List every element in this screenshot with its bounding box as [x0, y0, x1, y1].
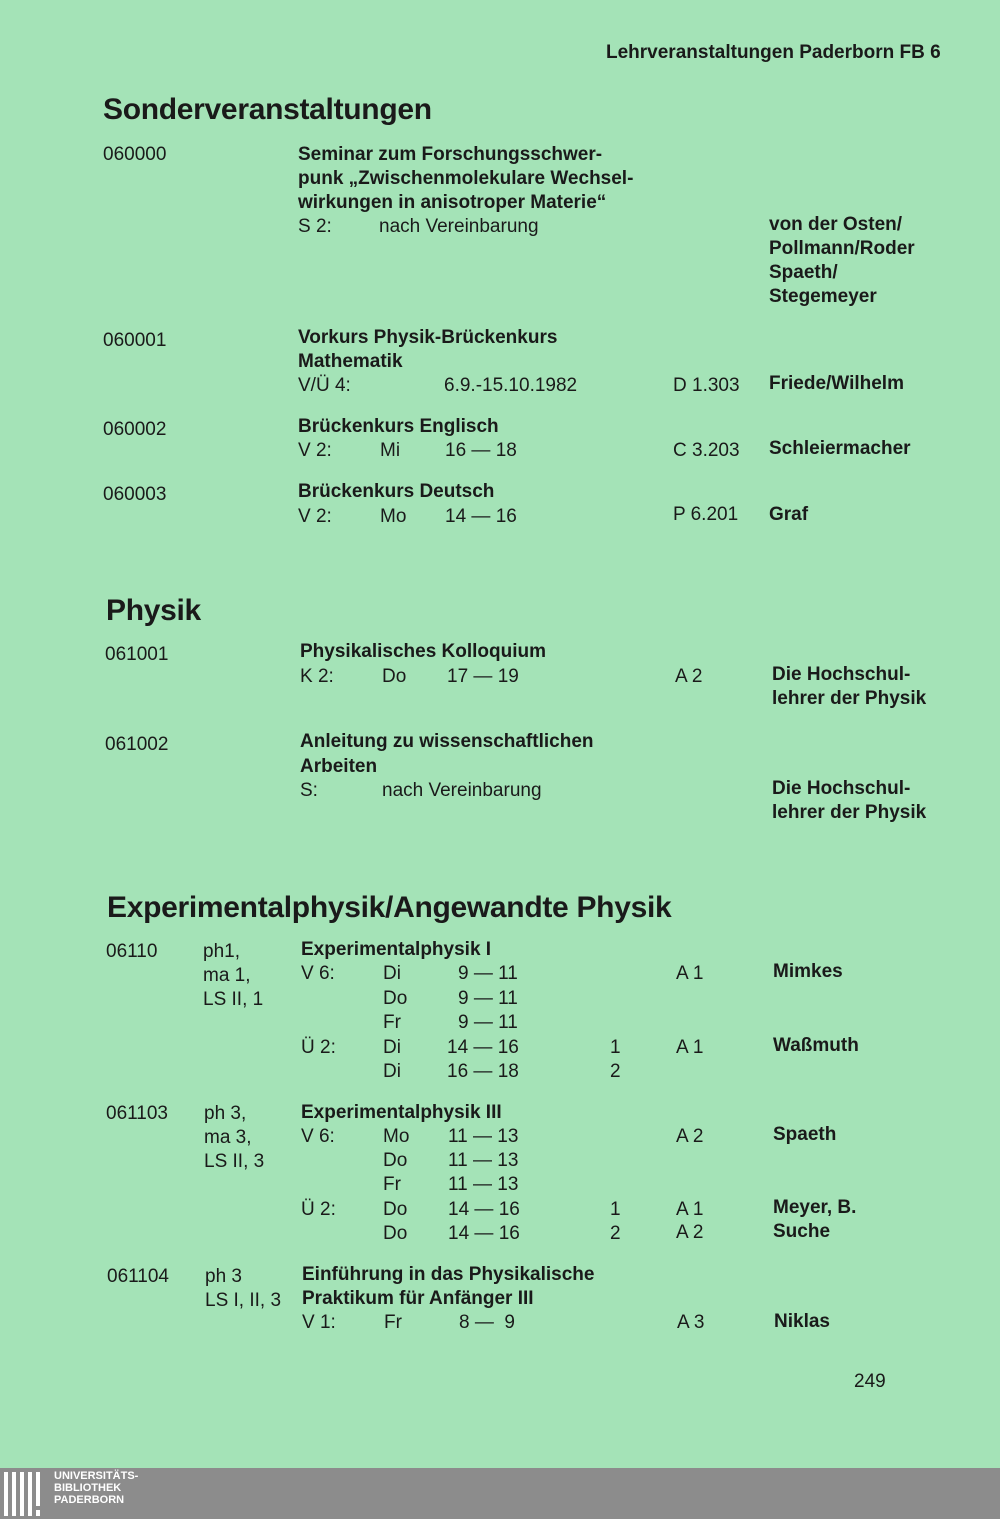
course-day: Do [383, 1150, 408, 1171]
course-group: 2 [610, 1223, 621, 1244]
library-footer-bar [0, 1468, 1000, 1519]
course-time: 9 — 11 [458, 988, 518, 1009]
course-lecturer: Friede/Wilhelm [769, 373, 904, 394]
course-lecturer: Niklas [774, 1311, 830, 1332]
course-day: Fr [383, 1174, 401, 1195]
course-lecturer: von der Osten/ [769, 214, 903, 235]
course-target: ph 3 [205, 1266, 242, 1287]
course-room: A 2 [676, 1222, 704, 1243]
course-group: 1 [610, 1037, 621, 1058]
course-time: 17 — 19 [447, 666, 519, 687]
course-room: A 3 [677, 1312, 705, 1333]
course-day: Do [383, 1223, 408, 1244]
course-time: 14 — 16 [445, 506, 517, 527]
course-title-line: Praktikum für Anfänger III [302, 1288, 534, 1309]
course-room: A 2 [676, 1126, 704, 1147]
course-day: Mi [380, 440, 401, 461]
course-room: D 1.303 [673, 375, 740, 396]
course-title-line: Vorkurs Physik-Brückenkurs [298, 327, 558, 348]
course-lecturer: Spaeth [773, 1124, 837, 1145]
library-logo-icon [4, 1472, 48, 1516]
course-room: C 3.203 [673, 440, 740, 461]
course-code: 061103 [106, 1103, 168, 1124]
course-title-line: Einführung in das Physikalische [302, 1264, 595, 1285]
course-day: Fr [384, 1312, 402, 1333]
course-code: 061001 [105, 644, 169, 665]
course-code: 061104 [107, 1266, 169, 1287]
library-logo-text [54, 1470, 138, 1506]
course-code: 060003 [103, 484, 167, 505]
course-title-line: Brückenkurs Englisch [298, 416, 499, 437]
course-time: 8 — 9 [459, 1312, 515, 1333]
course-target: LS I, II, 3 [205, 1290, 282, 1311]
course-lecturer: Waßmuth [773, 1035, 859, 1056]
course-time: 9 — 11 [458, 1012, 518, 1033]
course-day: Di [383, 1037, 401, 1058]
course-lecturer: Schleiermacher [769, 438, 911, 459]
course-type: Ü 2: [301, 1037, 336, 1058]
course-title-line: Brückenkurs Deutsch [298, 481, 495, 502]
course-type: V 6: [301, 1126, 335, 1147]
course-time: 11 — 13 [448, 1126, 519, 1147]
course-time: nach Vereinbarung [382, 780, 542, 801]
course-group: 2 [610, 1061, 621, 1082]
course-day: Fr [383, 1012, 401, 1033]
course-type: V 1: [302, 1312, 336, 1333]
page-header: Lehrveranstaltungen Paderborn FB 6 [606, 42, 941, 63]
course-day: Do [383, 1199, 408, 1220]
course-type: V 2: [298, 440, 332, 461]
logo-line: PADERBORN [54, 1494, 125, 1506]
course-time: 9 — 11 [458, 963, 518, 984]
course-time: 16 — 18 [447, 1061, 519, 1082]
course-title-line: Mathematik [298, 351, 403, 372]
course-time: 14 — 16 [447, 1037, 519, 1058]
page-number: 249 [854, 1371, 886, 1392]
course-room: A 1 [676, 1199, 704, 1220]
course-lecturer: Meyer, B. [773, 1197, 857, 1218]
course-title-line: wirkungen in anisotroper Materie“ [298, 192, 607, 213]
course-time: 16 — 18 [445, 440, 517, 461]
course-day: Mo [383, 1126, 410, 1147]
course-room: A 1 [676, 1037, 704, 1058]
course-lecturer: Mimkes [773, 961, 843, 982]
course-lecturer: Die Hochschul- [772, 664, 911, 685]
course-target: ph1, [203, 941, 240, 962]
course-title-line: Experimentalphysik III [301, 1102, 502, 1123]
course-target: LS II, 1 [203, 989, 264, 1010]
course-code: 060002 [103, 419, 167, 440]
course-title-line: Seminar zum Forschungsschwer- [298, 144, 603, 165]
course-day: Do [382, 666, 407, 687]
course-type: V 2: [298, 506, 332, 527]
course-type: S: [300, 780, 318, 801]
course-lecturer: Suche [773, 1221, 831, 1242]
course-target: ma 3, [204, 1127, 252, 1148]
course-code: 060001 [103, 330, 167, 351]
section-title-sonderveranstaltungen: Sonderveranstaltungen [103, 93, 432, 126]
course-lecturer: Die Hochschul- [772, 778, 911, 799]
course-type: K 2: [300, 666, 334, 687]
course-day: Do [383, 988, 408, 1009]
course-title-line: Physikalisches Kolloquium [300, 641, 547, 662]
course-room: P 6.201 [673, 504, 739, 525]
course-type: V 6: [301, 963, 335, 984]
course-room: A 2 [675, 666, 703, 687]
course-lecturer: Pollmann/Roder [769, 238, 915, 259]
course-lecturer: Spaeth/ [769, 262, 838, 283]
course-date: 6.9.-15.10.1982 [444, 375, 578, 396]
course-time: 14 — 16 [448, 1223, 520, 1244]
course-lecturer: Graf [769, 504, 809, 525]
course-title-line: Experimentalphysik I [301, 939, 492, 960]
course-group: 1 [610, 1199, 621, 1220]
course-title-line: Arbeiten [300, 756, 378, 777]
logo-line: UNIVERSITÄTS- [54, 1470, 139, 1482]
course-target: ph 3, [204, 1103, 247, 1124]
course-day: Di [383, 1061, 401, 1082]
course-lecturer: lehrer der Physik [772, 802, 927, 823]
course-title-line: Anleitung zu wissenschaftlichen [300, 731, 594, 752]
course-time: nach Vereinbarung [379, 216, 539, 237]
course-day: Di [383, 963, 401, 984]
course-room: A 1 [676, 963, 704, 984]
course-day: Mo [380, 506, 407, 527]
course-code: 06110 [106, 941, 158, 962]
course-time: 14 — 16 [448, 1199, 520, 1220]
course-type: S 2: [298, 216, 332, 237]
course-code: 061002 [105, 734, 169, 755]
course-time: 11 — 13 [448, 1174, 519, 1195]
section-title-physik: Physik [106, 594, 201, 627]
logo-line: BIBLIOTHEK [54, 1482, 122, 1494]
course-code: 060000 [103, 144, 167, 165]
course-time: 11 — 13 [448, 1150, 519, 1171]
course-target: ma 1, [203, 965, 251, 986]
course-lecturer: lehrer der Physik [772, 688, 927, 709]
section-title-experimentalphysik: Experimentalphysik/Angewandte Physik [107, 891, 672, 924]
course-type: V/Ü 4: [298, 375, 351, 396]
course-type: Ü 2: [301, 1199, 336, 1220]
course-lecturer: Stegemeyer [769, 286, 877, 307]
course-target: LS II, 3 [204, 1151, 265, 1172]
course-title-line: punk „Zwischenmolekulare Wechsel- [298, 168, 634, 189]
